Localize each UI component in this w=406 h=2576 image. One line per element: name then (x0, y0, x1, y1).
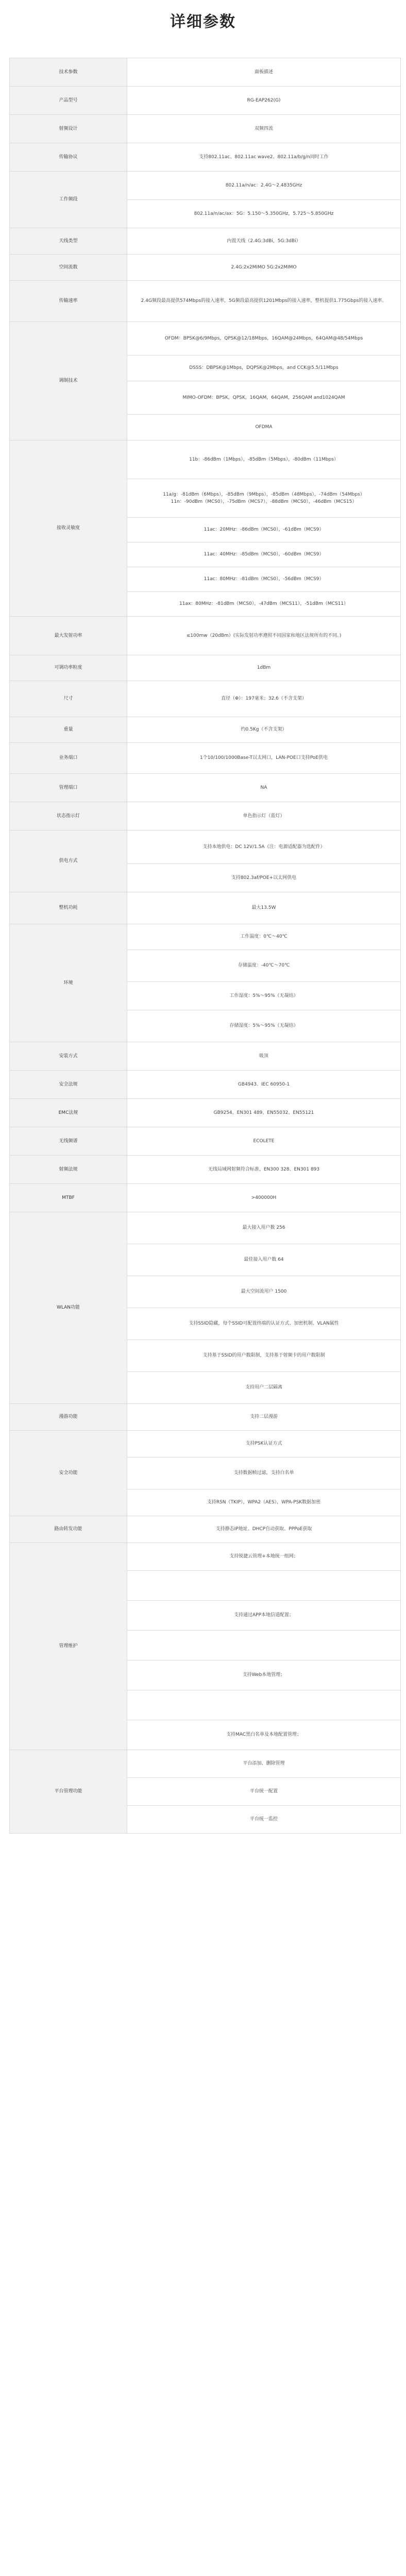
spec-label: MTBF (10, 1184, 127, 1212)
spec-row (10, 1212, 401, 1244)
spec-row (10, 1156, 401, 1184)
spec-label: 安装方式 (10, 1042, 127, 1071)
spec-value: 工作湿度：5%～95%（无凝结） (127, 982, 401, 1010)
spec-row (10, 617, 401, 655)
spec-label: 传输协议 (10, 143, 127, 172)
spec-value: 支持静态IP地址、DHCP自动获取、PPPoE获取 (127, 1516, 401, 1543)
spec-table (9, 58, 401, 1834)
spec-label: 漫游功能 (10, 1404, 127, 1431)
spec-label: 重量 (10, 717, 127, 743)
spec-value: NA (127, 774, 401, 802)
spec-label: 管理端口 (10, 774, 127, 802)
spec-row (10, 717, 401, 743)
spec-row (10, 143, 401, 172)
spec-value: 2.4G频段最高提供574Mbps的接入速率，5G频段最高提供1201Mbps的接入速率，整机提供1.775Gbps的接入速率。 (127, 281, 401, 322)
spec-value: 双频四流 (127, 115, 401, 143)
spec-row (10, 924, 401, 950)
spec-value: OFDM：BPSK@6/9Mbps，QPSK@12/18Mbps，16QAM@24Mbps，64QAM@48/54Mbps (127, 322, 401, 355)
spec-row (10, 281, 401, 322)
spec-row (10, 1071, 401, 1099)
spec-value: >400000H (127, 1184, 401, 1212)
spec-value: 最大空间流用户 1500 (127, 1276, 401, 1308)
spec-label: 整机功耗 (10, 892, 127, 924)
spec-label: 安全法规 (10, 1071, 127, 1099)
spec-value: 1dBm (127, 655, 401, 681)
spec-value: 无线局域网射频符合标准，EN300 328、EN301 893 (127, 1156, 401, 1184)
spec-row (10, 774, 401, 802)
spec-label: 射频法规 (10, 1156, 127, 1184)
spec-label: 安全功能 (10, 1431, 127, 1516)
spec-value: 11a/g：-81dBm（6Mbps），-85dBm（9Mbps），-85dBm（48Mbps），-74dBm（54Mbps） 11n：-90dBm（MCS0），-75dBm（MCS7），-88dBm（MCS0），-46dBm（MCS15） (127, 479, 401, 518)
spec-label: 射频设计 (10, 115, 127, 143)
spec-value: RG-EAP262(G) (127, 87, 401, 115)
spec-value: ≤100mw（20dBm）(实际发射功率遵照不同国家和地区法规所有的不同。) (127, 617, 401, 655)
spec-label: 空间流数 (10, 255, 127, 281)
spec-value: 平台添加、删除管理 (127, 1750, 401, 1778)
spec-value: 2.4G:2x2MIMO 5G:2x2MIMO (127, 255, 401, 281)
spec-value: 存储湿度：5%～95%（无凝结） (127, 1010, 401, 1042)
spec-value: 最佳接入用户数 64 (127, 1244, 401, 1276)
spec-value: 支持802.11ac、802.11ac wave2、802.11a/b/g/n同时工作 (127, 143, 401, 172)
spec-value: OFDMA (127, 415, 401, 440)
spec-value: 工作温度：0℃～40℃ (127, 924, 401, 950)
spec-value: 支持数据帧过滤，支持白名单 (127, 1458, 401, 1489)
spec-value: 存储温度：-40℃～70℃ (127, 950, 401, 982)
spec-row (10, 322, 401, 355)
spec-value: 平台统一监控 (127, 1806, 401, 1834)
spec-row (10, 1184, 401, 1212)
spec-row (10, 1543, 401, 1571)
spec-value: 11ac：20MHz：-86dBm（MCS0），-61dBm（MCS9） (127, 518, 401, 543)
spec-value: 支持802.3af/POE+以太网供电 (127, 864, 401, 892)
spec-value: 支持用户二层隔离 (127, 1372, 401, 1404)
spec-value: 802.11a/n/ac/ax：5G：5.150～5.350GHz，5.725～5.850GHz (127, 200, 401, 228)
spec-value: 支持基于SSID的用户数限制，支持基于射频卡的用户数限制 (127, 1340, 401, 1372)
spec-value: 最大13.5W (127, 892, 401, 924)
spec-row (10, 831, 401, 864)
spec-value: MIMO-OFDM：BPSK，QPSK，16QAM，64QAM，256QAM and1024QAM (127, 381, 401, 415)
spec-value: 内置天线（2.4G:3dBi，5G:3dBi） (127, 228, 401, 255)
spec-row (10, 115, 401, 143)
spec-label: 环境 (10, 924, 127, 1042)
spec-value: 1个10/100/1000Base-T以太网口，LAN-POE口支持PoE供电 (127, 743, 401, 774)
spec-row (10, 87, 401, 115)
spec-value: 支持通过APP本地信道配置； (127, 1601, 401, 1631)
spec-label: 最大发射功率 (10, 617, 127, 655)
spec-value: ECOLETE (127, 1127, 401, 1156)
spec-label: 调制技术 (10, 322, 127, 440)
spec-value: 约0.5Kg（不含支架） (127, 717, 401, 743)
spec-label: 状态指示灯 (10, 802, 127, 831)
spec-value: GB4943、IEC 60950-1 (127, 1071, 401, 1099)
spec-label: 尺寸 (10, 681, 127, 717)
spec-value: 支持本地供电：DC 12V/1.5A（注：电源适配器为选配件） (127, 831, 401, 864)
page-title: 详细参数 (170, 13, 236, 31)
spec-value: 11b：-86dBm（1Mbps），-85dBm（5Mbps），-80dBm（11Mbps） (127, 440, 401, 479)
spec-value: 最大接入用户数 256 (127, 1212, 401, 1244)
spec-value: 单色指示灯（蓝灯） (127, 802, 401, 831)
spec-label: 产品型号 (10, 87, 127, 115)
spec-table-body (10, 58, 401, 1834)
spec-label: WLAN功能 (10, 1212, 127, 1404)
spec-value: 面板描述 (127, 58, 401, 87)
spec-row (10, 1750, 401, 1778)
spec-row (10, 802, 401, 831)
spec-value: DSSS：DBPSK@1Mbps，DQPSK@2Mbps，and CCK@5.5/11Mbps (127, 355, 401, 381)
spec-label: 可调功率粒度 (10, 655, 127, 681)
spec-row (10, 255, 401, 281)
spec-value: 平台统一配置 (127, 1778, 401, 1806)
spec-row (10, 1431, 401, 1458)
spec-label: EMC法规 (10, 1099, 127, 1127)
spec-label: 路由转发功能 (10, 1516, 127, 1543)
spec-value: 11ac：80MHz：-81dBm（MCS0），-56dBm（MCS9） (127, 567, 401, 592)
spec-label: 工作频段 (10, 172, 127, 228)
spec-row (10, 1516, 401, 1543)
spec-row (10, 1099, 401, 1127)
spec-value: 支持PSK认证方式 (127, 1431, 401, 1458)
spec-value (127, 1690, 401, 1720)
spec-row (10, 228, 401, 255)
spec-value: 支持二层漫游 (127, 1404, 401, 1431)
spec-row (10, 681, 401, 717)
spec-label: 接收灵敏度 (10, 440, 127, 617)
spec-row (10, 655, 401, 681)
spec-row (10, 1127, 401, 1156)
spec-label: 供电方式 (10, 831, 127, 892)
spec-label: 无线频谱 (10, 1127, 127, 1156)
spec-row (10, 743, 401, 774)
spec-value (127, 1631, 401, 1660)
spec-value: 支持RSN（TKIP），WPA2（AES），WPA-PSK数据加密 (127, 1489, 401, 1516)
spec-value (127, 1571, 401, 1601)
spec-value: 支持MAC黑白名单及本地配置管理； (127, 1720, 401, 1750)
spec-value: 吸顶 (127, 1042, 401, 1071)
spec-label: 天线类型 (10, 228, 127, 255)
spec-value: 11ac：40MHz：-85dBm（MCS0），-60dBm（MCS9） (127, 543, 401, 567)
spec-value: 802.11a/n/ac：2.4G～2.4835GHz (127, 172, 401, 200)
spec-row (10, 892, 401, 924)
spec-value: 支持SSID隐藏，每个SSID可配置终端的认证方式、加密机制、VLAN属性 (127, 1308, 401, 1340)
spec-label: 技术参数 (10, 58, 127, 87)
spec-label: 平台管理功能 (10, 1750, 127, 1834)
spec-value: 直径（Φ）：197毫米；32.6（不含支架） (127, 681, 401, 717)
spec-value: 11ax：80MHz：-81dBm（MCS0），-47dBm（MCS11），-51dBm（MCS11） (127, 592, 401, 617)
spec-value: 支持锐捷云管理+本地统一组网； (127, 1543, 401, 1571)
spec-value: GB9254、EN301 489、EN55032、EN55121 (127, 1099, 401, 1127)
spec-row (10, 58, 401, 87)
spec-row (10, 1404, 401, 1431)
spec-row (10, 172, 401, 200)
spec-row (10, 1042, 401, 1071)
spec-label: 管理维护 (10, 1543, 127, 1750)
spec-row (10, 440, 401, 479)
spec-value: 支持Web本地管理； (127, 1660, 401, 1690)
spec-label: 业务端口 (10, 743, 127, 774)
spec-label: 传输速率 (10, 281, 127, 322)
